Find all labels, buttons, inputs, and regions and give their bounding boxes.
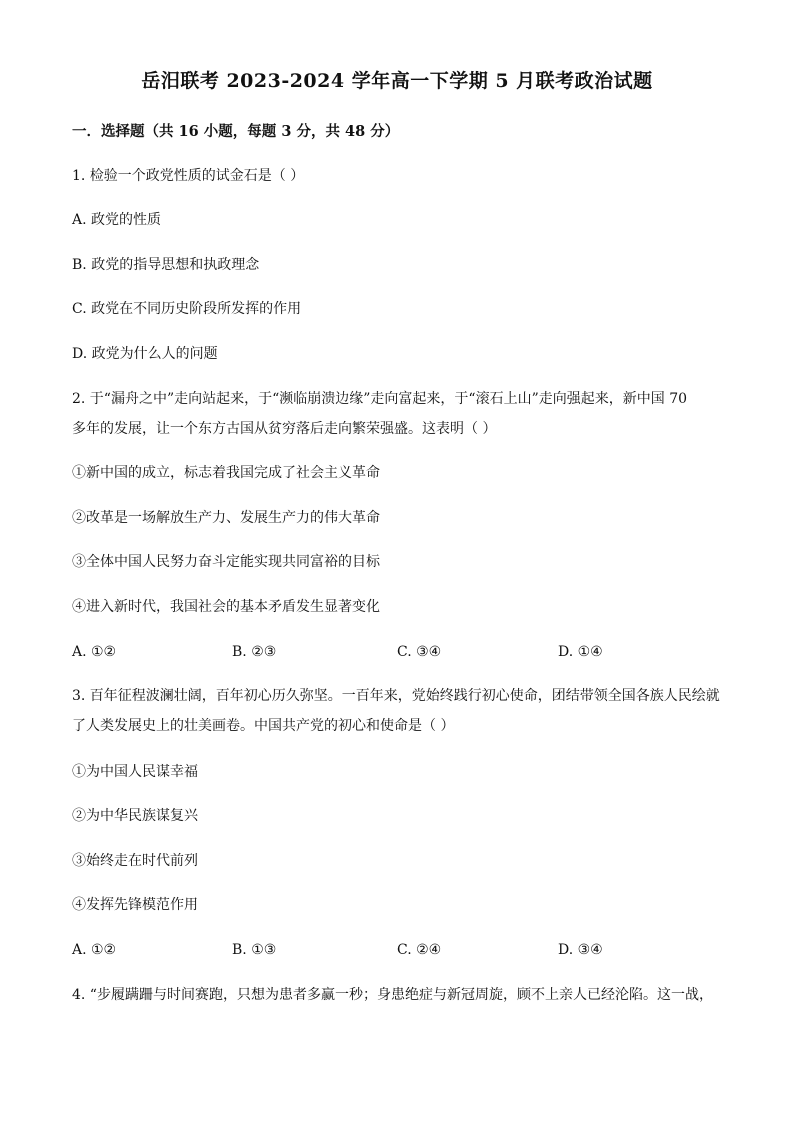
q3-option-a: A. ①② (72, 942, 117, 958)
q2-option-d: D. ①④ (558, 644, 603, 660)
section-heading: 一．选择题（共 16 小题，每题 3 分，共 48 分） (72, 123, 400, 140)
q3-statement-3: ③始终走在时代前列 (72, 853, 198, 869)
page-title: 岳汨联考 2023-2024 学年高一下学期 5 月联考政治试题 (141, 70, 653, 92)
q3-stem-line1: 3. 百年征程波澜壮阔，百年初心历久弥坚。一百年来，党始终践行初心使命，团结带领全国各族人民绘就 (72, 688, 720, 704)
q2-option-a: A. ①② (72, 644, 117, 660)
q2-option-c: C. ③④ (397, 644, 442, 660)
q1-stem: 1. 检验一个政党性质的试金石是（ ） (72, 168, 305, 184)
q3-option-c: C. ②④ (397, 942, 442, 958)
q2-stem-line1: 2. 于“漏舟之中”走向站起来，于“濒临崩溃边缘”走向富起来，于“滚石上山”走向强起来，新中国 70 (72, 391, 688, 407)
q2-statement-1: ①新中国的成立，标志着我国完成了社会主义革命 (72, 465, 380, 481)
q1-option-c: C. 政党在不同历史阶段所发挥的作用 (72, 301, 302, 317)
q2-statement-4: ④进入新时代，我国社会的基本矛盾发生显著变化 (72, 599, 380, 615)
q3-option-d: D. ③④ (558, 942, 603, 958)
q1-option-d: D. 政党为什么人的问题 (72, 346, 218, 362)
q2-option-b: B. ②③ (232, 644, 277, 660)
q3-statement-4: ④发挥先锋模范作用 (72, 897, 198, 913)
q2-statement-2: ②改革是一场解放生产力、发展生产力的伟大革命 (72, 510, 380, 526)
q1-option-a: A. 政党的性质 (72, 212, 162, 228)
q4-stem-line1: 4. “步履蹒跚与时间赛跑，只想为患者多赢一秒；身患绝症与新冠周旋，顾不上亲人已经沦陷。这一战， (72, 987, 713, 1003)
q1-option-b: B. 政党的指导思想和执政理念 (72, 257, 260, 273)
q2-stem-line2: 多年的发展，让一个东方古国从贫穷落后走向繁荣强盛。这表明（ ） (72, 421, 497, 437)
q3-stem-line2: 了人类发展史上的壮美画卷。中国共产党的初心和使命是（ ） (72, 718, 455, 734)
q3-statement-1: ①为中国人民谋幸福 (72, 764, 198, 780)
q3-statement-2: ②为中华民族谋复兴 (72, 808, 198, 824)
q2-statement-3: ③全体中国人民努力奋斗定能实现共同富裕的目标 (72, 554, 380, 570)
q3-option-b: B. ①③ (232, 942, 277, 958)
